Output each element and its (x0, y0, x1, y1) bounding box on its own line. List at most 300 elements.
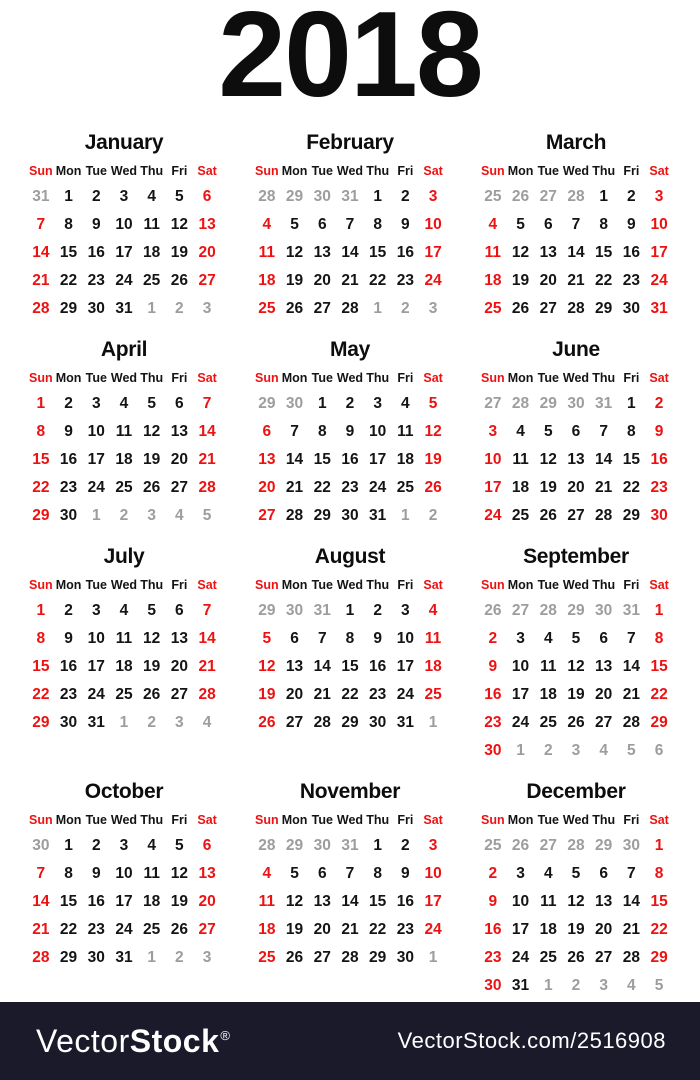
date-cell: 19 (567, 686, 585, 703)
date-cell: 31 (341, 188, 359, 205)
date-cell: 25 (484, 300, 502, 317)
day-header-row (253, 807, 447, 832)
date-cell: 27 (313, 949, 331, 966)
day-header-fri: Fri (623, 163, 640, 178)
day-header-fri: Fri (397, 812, 414, 827)
date-cell: 3 (91, 395, 101, 412)
date-cell: 16 (59, 451, 78, 468)
year-title: 2018 (218, 0, 482, 122)
month-block (253, 337, 447, 530)
date-cell: 30 (285, 395, 304, 412)
date-cell: 24 (115, 272, 133, 289)
date-cell: 7 (345, 216, 355, 233)
week-row (27, 183, 221, 211)
week-row (479, 625, 673, 653)
day-header-sat: Sat (649, 370, 669, 385)
date-cell: 29 (285, 188, 304, 205)
date-cell: 28 (285, 507, 304, 524)
date-cell: 13 (595, 658, 613, 675)
date-cell: 21 (32, 272, 50, 289)
date-cell: 28 (622, 949, 640, 966)
date-cell: 5 (571, 865, 581, 882)
date-cell: 4 (543, 865, 553, 882)
date-cell: 1 (36, 395, 46, 412)
date-cell: 10 (396, 630, 414, 647)
date-cell: 10 (424, 865, 442, 882)
date-cell: 13 (285, 658, 304, 675)
date-cell: 14 (341, 893, 359, 910)
date-cell: 14 (622, 893, 640, 910)
date-cell: 31 (115, 300, 133, 317)
date-cell: 13 (198, 865, 216, 882)
vectorstock-logo (36, 1023, 230, 1060)
week-row (253, 681, 447, 709)
date-cell: 5 (262, 630, 272, 647)
date-cell: 2 (401, 188, 410, 205)
date-cell: 1 (627, 395, 636, 412)
date-cell: 22 (32, 686, 50, 703)
date-cell: 11 (397, 423, 414, 440)
date-cell: 26 (511, 300, 530, 317)
date-cell: 22 (341, 686, 359, 703)
date-cell: 16 (396, 244, 414, 261)
date-cell: 18 (115, 451, 133, 468)
day-header-sat: Sat (197, 163, 217, 178)
day-header-thu: Thu (140, 812, 164, 827)
date-cell: 25 (511, 507, 530, 524)
day-header-mon: Mon (281, 577, 308, 592)
date-cell: 3 (147, 507, 156, 524)
month-block (253, 130, 447, 323)
date-cell: 25 (484, 188, 502, 205)
date-cell: 3 (488, 423, 498, 440)
month-grid (253, 158, 447, 323)
day-header-row (27, 158, 221, 183)
date-cell: 16 (396, 893, 414, 910)
date-cell: 2 (401, 300, 410, 317)
day-header-thu: Thu (366, 577, 390, 592)
date-cell: 26 (539, 507, 557, 524)
date-cell: 7 (599, 423, 608, 440)
date-cell: 3 (401, 602, 410, 619)
day-header-tue: Tue (85, 370, 107, 385)
date-cell: 21 (341, 921, 359, 938)
date-cell: 5 (543, 423, 553, 440)
day-header-tue: Tue (85, 812, 107, 827)
date-cell: 3 (654, 188, 664, 205)
week-row (27, 860, 221, 888)
day-header-sat: Sat (649, 812, 669, 827)
date-cell: 9 (345, 423, 355, 440)
date-cell: 2 (428, 507, 438, 524)
week-row (479, 390, 673, 418)
date-cell: 15 (32, 658, 50, 675)
date-cell: 20 (285, 686, 304, 703)
date-cell: 17 (87, 451, 105, 468)
day-header-sun: Sun (481, 812, 505, 827)
date-cell: 29 (650, 949, 668, 966)
date-cell: 21 (622, 686, 640, 703)
date-cell: 3 (202, 949, 212, 966)
date-cell: 7 (317, 630, 327, 647)
date-cell: 4 (428, 602, 438, 619)
week-row (479, 597, 673, 625)
date-cell: 28 (258, 837, 276, 854)
date-cell: 4 (599, 742, 608, 759)
date-cell: 10 (87, 630, 105, 647)
date-cell: 23 (87, 921, 105, 938)
date-cell: 14 (285, 451, 304, 468)
date-cell: 9 (91, 865, 101, 882)
date-cell: 11 (115, 423, 133, 440)
date-cell: 20 (258, 479, 276, 496)
date-cell: 19 (285, 921, 304, 938)
date-cell: 22 (59, 272, 78, 289)
day-header-thu: Thu (140, 370, 164, 385)
date-cell: 5 (290, 865, 299, 882)
date-cell: 30 (567, 395, 585, 412)
date-cell: 18 (258, 921, 276, 938)
day-header-wed: Wed (562, 163, 590, 178)
date-cell: 28 (567, 188, 585, 205)
date-cell: 23 (59, 479, 78, 496)
date-cell: 10 (115, 865, 133, 882)
date-cell: 12 (143, 423, 161, 440)
date-cell: 27 (567, 507, 585, 524)
date-cell: 16 (87, 893, 105, 910)
month-title-september: September (523, 545, 629, 568)
date-cell: 30 (32, 837, 50, 854)
date-cell: 25 (115, 479, 133, 496)
day-header-tue: Tue (85, 577, 107, 592)
day-header-thu: Thu (140, 577, 164, 592)
date-cell: 3 (571, 742, 581, 759)
date-cell: 9 (401, 216, 410, 233)
date-cell: 9 (627, 216, 636, 233)
month-block (27, 337, 221, 530)
day-header-sun: Sun (29, 163, 53, 178)
week-row (253, 597, 447, 625)
date-cell: 6 (571, 423, 581, 440)
date-cell: 6 (290, 630, 299, 647)
date-cell: 18 (258, 272, 276, 289)
date-cell: 10 (424, 216, 442, 233)
date-cell: 9 (488, 893, 498, 910)
month-title-december: December (526, 780, 626, 803)
date-cell: 14 (622, 658, 640, 675)
date-cell: 29 (539, 395, 557, 412)
date-cell: 23 (396, 921, 414, 938)
day-header-wed: Wed (336, 163, 364, 178)
date-cell: 29 (258, 602, 276, 619)
day-header-sun: Sun (29, 577, 53, 592)
day-header-sun: Sun (481, 370, 505, 385)
date-cell: 1 (654, 602, 664, 619)
day-header-mon: Mon (55, 812, 82, 827)
day-header-sat: Sat (649, 577, 669, 592)
date-cell: 17 (650, 244, 668, 261)
date-cell: 27 (511, 602, 530, 619)
date-cell: 19 (424, 451, 442, 468)
date-cell: 1 (345, 602, 355, 619)
day-header-thu: Thu (592, 577, 616, 592)
day-header-fri: Fri (171, 163, 188, 178)
date-cell: 16 (369, 658, 387, 675)
date-cell: 11 (540, 893, 557, 910)
day-header-fri: Fri (623, 370, 640, 385)
week-row (27, 211, 221, 239)
month-block (253, 779, 447, 972)
date-cell: 29 (313, 507, 331, 524)
day-header-row (27, 365, 221, 390)
week-row (479, 737, 673, 765)
date-cell: 25 (258, 300, 276, 317)
date-cell: 24 (484, 507, 502, 524)
week-row (479, 502, 673, 530)
date-cell: 7 (627, 630, 636, 647)
date-cell: 19 (258, 686, 276, 703)
month-title-january: January (84, 131, 164, 154)
date-cell: 15 (32, 451, 50, 468)
date-cell: 12 (567, 658, 585, 675)
date-cell: 6 (202, 188, 212, 205)
date-cell: 1 (119, 714, 129, 731)
date-cell: 5 (175, 837, 184, 854)
week-row (253, 211, 447, 239)
date-cell: 27 (595, 714, 613, 731)
date-cell: 4 (627, 977, 636, 994)
date-cell: 25 (484, 837, 502, 854)
week-row (27, 653, 221, 681)
date-cell: 3 (428, 837, 438, 854)
date-cell: 2 (119, 507, 129, 524)
date-cell: 14 (341, 244, 359, 261)
date-cell: 25 (258, 949, 276, 966)
date-cell: 19 (285, 272, 304, 289)
date-cell: 6 (317, 216, 327, 233)
date-cell: 3 (599, 977, 608, 994)
month-block (27, 130, 221, 323)
date-cell: 20 (198, 893, 216, 910)
date-cell: 2 (654, 395, 664, 412)
date-cell: 30 (313, 188, 331, 205)
month-block (253, 544, 447, 737)
date-cell: 11 (540, 658, 557, 675)
date-cell: 26 (285, 300, 304, 317)
date-cell: 2 (488, 865, 498, 882)
date-cell: 24 (87, 686, 105, 703)
day-header-row (253, 365, 447, 390)
day-header-sun: Sun (255, 577, 279, 592)
date-cell: 18 (539, 921, 557, 938)
date-cell: 3 (202, 300, 212, 317)
day-header-sat: Sat (197, 812, 217, 827)
date-cell: 4 (401, 395, 410, 412)
date-cell: 10 (650, 216, 668, 233)
date-cell: 13 (539, 244, 557, 261)
date-cell: 29 (650, 714, 668, 731)
date-cell: 1 (428, 714, 438, 731)
date-cell: 10 (511, 658, 530, 675)
month-block (479, 337, 673, 530)
day-header-row (27, 807, 221, 832)
date-cell: 24 (424, 272, 442, 289)
date-cell: 1 (373, 300, 382, 317)
day-header-thu: Thu (366, 370, 390, 385)
date-cell: 18 (143, 893, 161, 910)
day-header-sun: Sun (481, 577, 505, 592)
date-cell: 2 (627, 188, 636, 205)
date-cell: 14 (198, 423, 216, 440)
date-cell: 23 (341, 479, 359, 496)
date-cell: 29 (622, 507, 640, 524)
date-cell: 29 (595, 300, 613, 317)
day-header-sat: Sat (423, 577, 443, 592)
date-cell: 2 (571, 977, 581, 994)
date-cell: 1 (36, 602, 46, 619)
date-cell: 28 (567, 300, 585, 317)
date-cell: 2 (91, 837, 101, 854)
date-cell: 31 (32, 188, 50, 205)
date-cell: 21 (285, 479, 304, 496)
day-header-row (479, 365, 673, 390)
date-cell: 18 (511, 479, 530, 496)
date-cell: 26 (258, 714, 276, 731)
date-cell: 14 (313, 658, 331, 675)
day-header-wed: Wed (110, 370, 138, 385)
date-cell: 22 (32, 479, 50, 496)
date-cell: 13 (313, 244, 331, 261)
date-cell: 31 (396, 714, 414, 731)
date-cell: 16 (59, 658, 78, 675)
date-cell: 4 (119, 602, 129, 619)
date-cell: 31 (650, 300, 668, 317)
date-cell: 27 (539, 188, 557, 205)
day-header-sat: Sat (423, 812, 443, 827)
week-row (479, 916, 673, 944)
date-cell: 27 (258, 507, 276, 524)
date-cell: 15 (313, 451, 331, 468)
week-row (27, 295, 221, 323)
date-cell: 23 (59, 686, 78, 703)
date-cell: 15 (369, 244, 387, 261)
week-row (253, 944, 447, 972)
date-cell: 15 (59, 893, 78, 910)
date-cell: 2 (175, 300, 184, 317)
date-cell: 8 (317, 423, 327, 440)
date-cell: 10 (484, 451, 502, 468)
date-cell: 25 (539, 714, 557, 731)
date-cell: 22 (595, 272, 613, 289)
day-header-tue: Tue (311, 577, 333, 592)
date-cell: 14 (32, 893, 50, 910)
date-cell: 31 (87, 714, 105, 731)
date-cell: 31 (341, 837, 359, 854)
date-cell: 30 (595, 602, 613, 619)
date-cell: 26 (170, 272, 188, 289)
day-header-tue: Tue (537, 163, 559, 178)
date-cell: 27 (539, 300, 557, 317)
date-cell: 27 (539, 837, 557, 854)
date-cell: 18 (484, 272, 502, 289)
date-cell: 9 (401, 865, 410, 882)
date-cell: 27 (285, 714, 304, 731)
day-header-fri: Fri (171, 577, 188, 592)
date-cell: 7 (202, 395, 212, 412)
date-cell: 11 (484, 244, 502, 261)
date-cell: 18 (396, 451, 414, 468)
date-cell: 18 (424, 658, 442, 675)
date-cell: 1 (428, 949, 438, 966)
date-cell: 2 (401, 837, 410, 854)
date-cell: 2 (345, 395, 355, 412)
day-header-sun: Sun (255, 812, 279, 827)
date-cell: 27 (198, 921, 216, 938)
date-cell: 7 (36, 216, 46, 233)
month-grid (27, 158, 221, 323)
day-header-thu: Thu (592, 370, 616, 385)
day-header-fri: Fri (623, 812, 640, 827)
date-cell: 12 (170, 216, 188, 233)
month-grid (479, 572, 673, 765)
date-cell: 11 (512, 451, 529, 468)
week-row (253, 474, 447, 502)
month-title-march: March (545, 131, 607, 154)
date-cell: 1 (317, 395, 327, 412)
date-cell: 25 (424, 686, 442, 703)
day-header-sun: Sun (255, 163, 279, 178)
date-cell: 26 (424, 479, 442, 496)
month-grid (27, 572, 221, 737)
date-cell: 2 (488, 630, 498, 647)
date-cell: 28 (258, 188, 276, 205)
date-cell: 1 (91, 507, 101, 524)
date-cell: 14 (32, 244, 50, 261)
date-cell: 16 (87, 244, 105, 261)
day-header-mon: Mon (507, 163, 534, 178)
day-header-mon: Mon (507, 370, 534, 385)
date-cell: 5 (428, 395, 438, 412)
day-header-sun: Sun (29, 812, 53, 827)
date-cell: 28 (539, 602, 557, 619)
week-row (253, 295, 447, 323)
week-row (253, 832, 447, 860)
day-header-fri: Fri (397, 577, 414, 592)
week-row (479, 239, 673, 267)
week-row (479, 860, 673, 888)
date-cell: 7 (571, 216, 581, 233)
date-cell: 30 (285, 602, 304, 619)
date-cell: 23 (369, 686, 387, 703)
date-cell: 31 (622, 602, 640, 619)
month-grid (27, 365, 221, 530)
week-row (27, 446, 221, 474)
date-cell: 16 (650, 451, 668, 468)
date-cell: 8 (599, 216, 608, 233)
date-cell: 4 (147, 837, 156, 854)
date-cell: 30 (313, 837, 331, 854)
date-cell: 24 (87, 479, 105, 496)
date-cell: 16 (341, 451, 359, 468)
date-cell: 28 (622, 714, 640, 731)
date-cell: 6 (599, 865, 608, 882)
week-row (479, 832, 673, 860)
day-header-row (479, 572, 673, 597)
week-row (27, 709, 221, 737)
week-row (479, 446, 673, 474)
date-cell: 7 (290, 423, 299, 440)
date-cell: 6 (543, 216, 553, 233)
